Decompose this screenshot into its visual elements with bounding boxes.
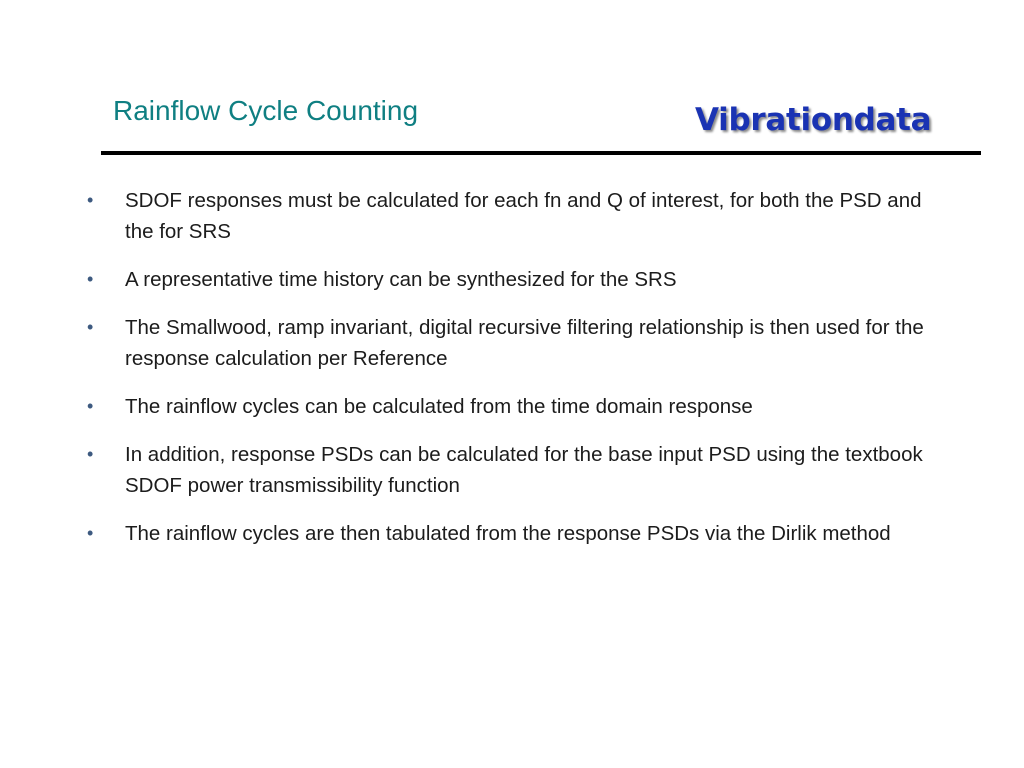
bullet-text: SDOF responses must be calculated for each fn and Q of interest, for both the PSD and the for SRS (125, 189, 922, 243)
bullet-text: A representative time history can be synthesized for the SRS (125, 268, 677, 291)
bullet-text: The Smallwood, ramp invariant, digital recursive filtering relationship is then used for the response calculation per Reference (125, 316, 924, 370)
bullet-text: The rainflow cycles can be calculated from the time domain response (125, 395, 753, 418)
bullet-icon: • (87, 190, 94, 210)
bullet-icon: • (87, 317, 94, 337)
title-divider (101, 151, 981, 155)
bullet-item (87, 518, 927, 549)
bullet-icon: • (87, 444, 94, 464)
bullet-item (87, 312, 927, 374)
slide-title: Rainflow Cycle Counting (113, 95, 419, 126)
bullet-text: In addition, response PSDs can be calculated for the base input PSD using the textbook SDOF power transmissibility function (125, 443, 923, 497)
bullet-icon: • (87, 523, 94, 543)
bullet-icon: • (87, 396, 94, 416)
vibrationdata-logo: Vibrationdata (695, 102, 932, 138)
bullet-item (87, 439, 927, 501)
bullet-item (87, 185, 927, 247)
bullet-list (87, 185, 927, 566)
bullet-item (87, 264, 927, 295)
bullet-icon: • (87, 269, 94, 289)
bullet-item (87, 391, 927, 422)
bullet-text: The rainflow cycles are then tabulated from the response PSDs via the Dirlik method (125, 522, 891, 545)
